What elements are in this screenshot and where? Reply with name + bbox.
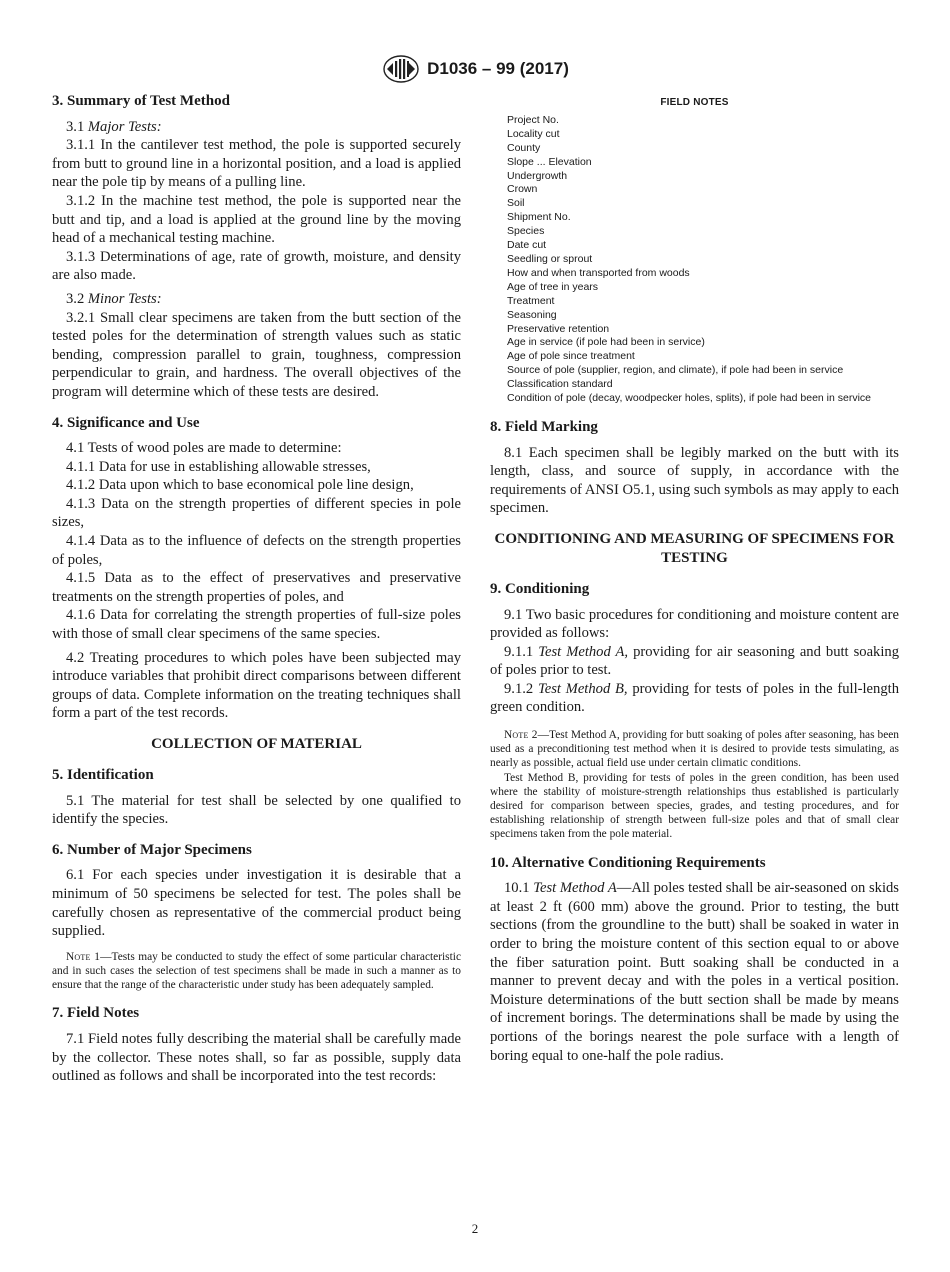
- list-item: Crown: [507, 183, 538, 196]
- section-9-title: 9. Conditioning: [490, 580, 590, 597]
- section-5-title: 5. Identification: [52, 767, 154, 783]
- list-item: Age in service (if pole had been in service): [507, 336, 705, 349]
- para-3-1: [52, 118, 461, 137]
- para-10-1-text: —All poles tested shall be air-seasoned on skids at least 2 ft (600 mm) above the ground. Prior to testing, the butt sections (from the groundline to the butt) shall be soaked in water in order to bring the moisture content of this section equal to or above the fiber saturation point. Butt soaking shall be conducted in a manner to prevent decay and with the poles in a vertical position. Moisture determinations of the butt section shall be made by means of increment borings. The determinations shall be made by using the portions of the borings nearest the pole surface with a length of boring equal to one-half the pole radius.: [490, 880, 899, 1064]
- list-item: Preservative retention: [507, 322, 610, 335]
- note-1-label: Note 1: [66, 950, 101, 963]
- field-notes-block: [490, 96, 899, 406]
- para-3-1-text: 3.1 Major Tests:: [66, 118, 162, 135]
- astm-logo-icon: [381, 54, 421, 84]
- list-item: Slope ... Elevation: [507, 155, 592, 168]
- para-10-1-num: 10.1: [504, 880, 530, 897]
- left-column: [52, 92, 461, 1086]
- para-3-2-1: 3.2.1 Small clear specimens are taken from the butt section of the tested poles for the determination of strength values such as static bending, compression parallel to grain, toughness, compression perpendicular to grain, and hardness. The overall objectives of the program will determine which of these tests are desired.: [52, 309, 461, 400]
- section-7-title: 7. Field Notes: [52, 1005, 140, 1022]
- field-notes-title: FIELD NOTES: [660, 97, 729, 108]
- para-8-1: 8.1 Each specimen shall be legibly marked on the butt with its length, class, and source of supply, in accordance with the requirements of ANSI O5.1, using such symbols as may apply to each specimen.: [490, 444, 899, 517]
- para-9-1-2: [490, 680, 899, 717]
- para-3-1-3: 3.1.3 Determinations of age, rate of growth, moisture, and density are also made.: [52, 248, 461, 284]
- para-9-1-2-method: Test Method B,: [537, 680, 628, 697]
- list-item: Age of tree in years: [507, 280, 599, 293]
- para-4-1-1: 4.1.1 Data for use in establishing allowable stresses,: [66, 458, 371, 475]
- para-5-1: 5.1 The material for test shall be selected by one qualified to identify the species.: [52, 792, 461, 828]
- list-item: Date cut: [507, 239, 547, 252]
- para-9-1: 9.1 Two basic procedures for conditioning and moisture content are provided as follows:: [490, 606, 899, 642]
- para-4-1-2: 4.1.2 Data upon which to base economical pole line design,: [66, 477, 414, 494]
- note-2-continued: Test Method B, providing for tests of poles in the green condition, has been used where the stability of moisture-strength relationships thus established is particularly desired for comparison between species, grades, and testing procedures, and for establishing relationship of strength between full-size poles and that of small clear specimens taken from the pole material.: [490, 771, 899, 841]
- list-item: Undergrowth: [507, 169, 568, 182]
- list-item: Shipment No.: [507, 211, 571, 224]
- list-item: Locality cut: [507, 127, 560, 140]
- standard-designation: D1036 – 99 (2017): [427, 59, 569, 78]
- list-item: Seasoning: [507, 308, 557, 321]
- para-3-1-text-label: Major Tests:: [87, 118, 162, 135]
- collection-heading: COLLECTION OF MATERIAL: [151, 736, 362, 752]
- para-9-1-1-method: Test Method A,: [538, 643, 629, 660]
- page-number: 2: [471, 1221, 479, 1236]
- page-header: [0, 54, 950, 84]
- note-2-text: —Test Method A, providing for butt soaking of poles after seasoning, has been used as a preconditioning test method when it is desired to provide tests simulating, as nearly as possible, actual field use under certain climatic conditions.: [490, 729, 899, 770]
- section-8-title: 8. Field Marking: [490, 418, 598, 435]
- para-3-1-1: 3.1.1 In the cantilever test method, the pole is supported securely from butt to ground line in a horizontal position, and a load is applied near the pole tip by means of a pulling line.: [52, 137, 461, 191]
- list-item: Condition of pole (decay, woodpecker holes, splits), if pole had been in service: [507, 392, 872, 405]
- list-item: Treatment: [507, 294, 555, 307]
- list-item: Soil: [507, 197, 525, 210]
- para-9-1-1-num: 9.1.1: [504, 643, 534, 660]
- para-4-1-5: 4.1.5 Data as to the effect of preservatives and preservative treatments on the strength properties of poles, and: [52, 570, 461, 605]
- list-item: How and when transported from woods: [507, 266, 690, 279]
- para-4-2: 4.2 Treating procedures to which poles have been subjected may introduce variables that prohibit direct comparisons between different groups of data. Complete information on the treating techniques shall form a part of the test records.: [52, 649, 461, 722]
- list-item: County: [507, 141, 541, 154]
- para-9-1-2-text: providing for tests of poles in the full-length green condition.: [490, 680, 899, 716]
- section-6-title: 6. Number of Major Specimens: [52, 841, 252, 858]
- note-2: [490, 728, 899, 771]
- para-9-1-1: [490, 643, 899, 680]
- note-1: [52, 950, 461, 993]
- conditioning-heading: CONDITIONING AND MEASURING OF SPECIMENS FOR TESTING: [494, 530, 895, 566]
- section-10-title: 10. Alternative Conditioning Requirements: [490, 854, 766, 871]
- para-9-1-2-num: 9.1.2: [504, 680, 534, 697]
- list-item: Seedling or sprout: [507, 252, 593, 265]
- para-4-1-4: 4.1.4 Data as to the influence of defects on the strength properties of poles,: [52, 533, 461, 568]
- para-10-1-method: Test Method A: [533, 880, 617, 897]
- section-3-title: 3. Summary of Test Method: [52, 93, 230, 109]
- para-3-2: 3.2 Minor Tests:: [66, 290, 162, 307]
- para-4-1-6: 4.1.6 Data for correlating the strength properties of full-size poles with those of small clear specimens of the same species.: [52, 607, 461, 643]
- para-4-1: 4.1 Tests of wood poles are made to determine:: [66, 440, 342, 457]
- para-3-1-2: 3.1.2 In the machine test method, the pole is supported near the butt and tip, and a load is applied at the ground line by the moving head of a mechanical testing machine.: [52, 192, 461, 247]
- para-3-2-label: Minor Tests:: [87, 290, 162, 307]
- note-2-label: Note 2: [504, 729, 538, 742]
- para-4-1-3: 4.1.3 Data on the strength properties of different species in pole sizes,: [52, 495, 461, 531]
- list-item: Age of pole since treatment: [507, 350, 635, 363]
- right-column: [490, 92, 899, 1065]
- para-10-1: [490, 879, 899, 1065]
- field-notes-list: [507, 114, 899, 406]
- para-7-1: 7.1 Field notes fully describing the material shall be carefully made by the collector. These notes shall, so far as possible, supply data outlined as follows and shall be incorporated into the test records:: [52, 1030, 461, 1085]
- para-9-1-1-text: providing for air seasoning and butt soaking of poles prior to test.: [490, 643, 899, 679]
- section-4-title: 4. Significance and Use: [52, 414, 200, 431]
- list-item: Project No.: [507, 113, 559, 126]
- list-item: Species: [507, 225, 545, 238]
- note-1-text: —Tests may be conducted to study the effect of some particular characteristic and in such cases the selection of test specimens shall be made in such a manner as to ensure that the range of the characteristic under study has been adequately sampled.: [52, 950, 461, 992]
- list-item: Classification standard: [507, 378, 613, 391]
- para-6-1: 6.1 For each species under investigation it is desirable that a minimum of 50 specimens be selected for test. The poles shall be carefully chosen as representative of the commercial product being supplied.: [52, 867, 461, 940]
- list-item: Source of pole (supplier, region, and climate), if pole had been in service: [507, 364, 844, 377]
